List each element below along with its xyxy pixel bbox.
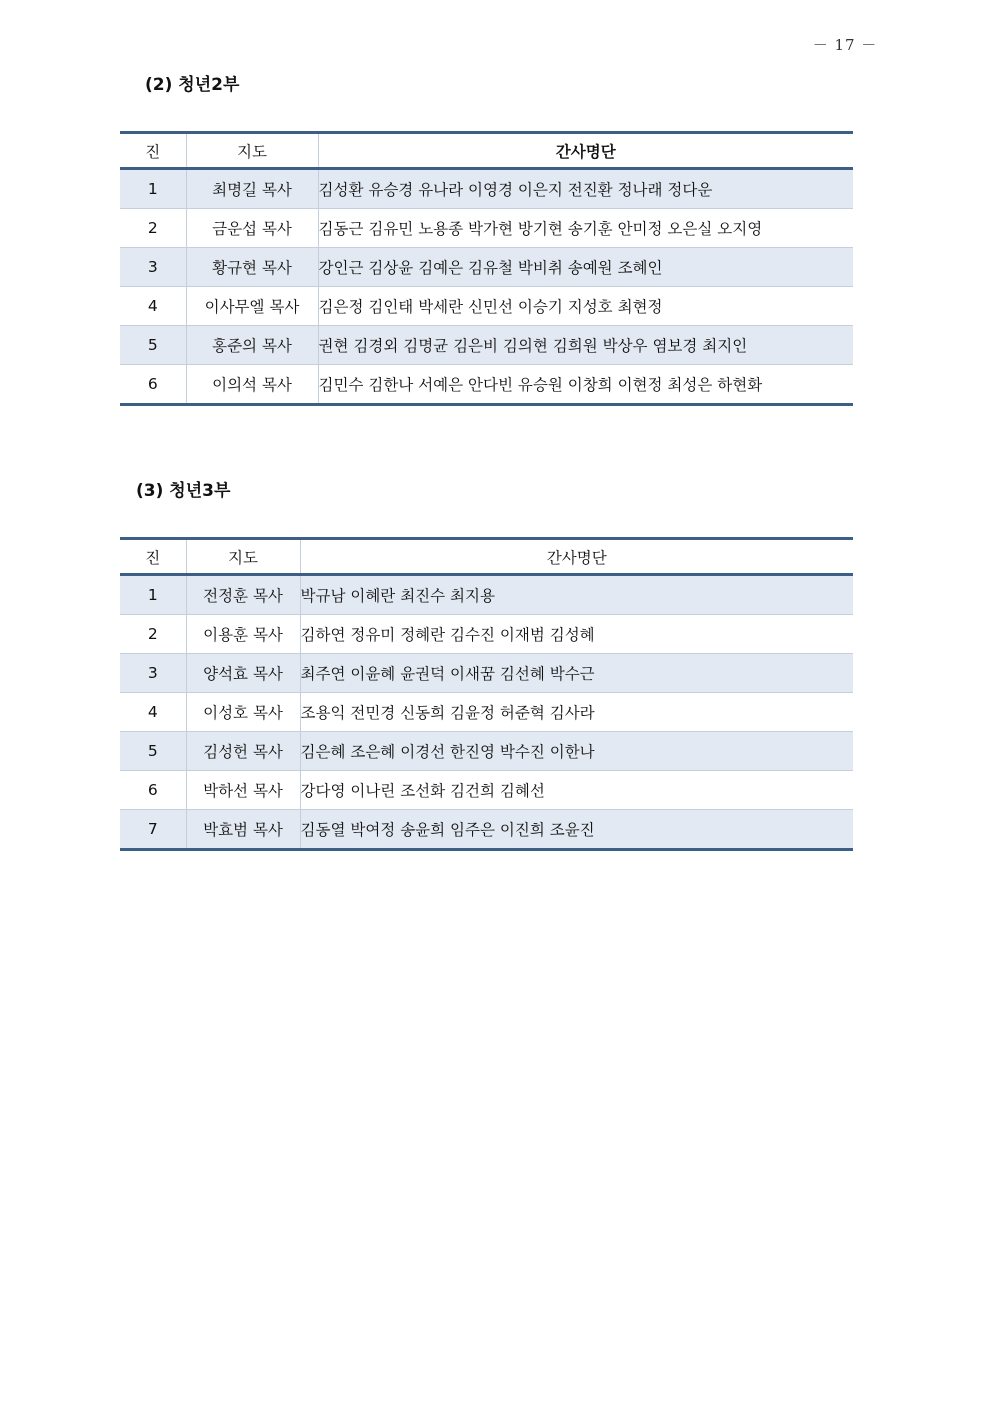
- row-num: 3: [120, 248, 186, 287]
- table-row: [120, 209, 853, 248]
- row-num: 5: [120, 326, 186, 365]
- row-num: 7: [120, 810, 186, 850]
- table-row: [120, 771, 853, 810]
- row-leader: 이의석 목사: [186, 365, 318, 405]
- row-num: 1: [120, 169, 186, 209]
- row-leader: 이용훈 목사: [186, 615, 300, 654]
- row-names: 김하연 정유미 정혜란 김수진 이재범 김성혜: [300, 615, 853, 654]
- table-header-row: [120, 133, 853, 169]
- section-title-youth2: (2) 청년2부: [145, 75, 240, 95]
- header-num: 진: [120, 133, 186, 169]
- row-names: 조용익 전민경 신동희 김윤정 허준혁 김사라: [300, 693, 853, 732]
- row-names: 강다영 이나린 조선화 김건희 김혜선: [300, 771, 853, 810]
- table-row: [120, 287, 853, 326]
- row-num: 6: [120, 365, 186, 405]
- row-leader: 박효범 목사: [186, 810, 300, 850]
- table-row: [120, 732, 853, 771]
- table-row: [120, 693, 853, 732]
- row-num: 4: [120, 287, 186, 326]
- table-row: [120, 365, 853, 405]
- row-num: 1: [120, 575, 186, 615]
- row-leader: 황규현 목사: [186, 248, 318, 287]
- row-names: 강인근 김상윤 김예은 김유철 박비취 송예원 조혜인: [318, 248, 853, 287]
- youth3-roster-table: [120, 537, 853, 851]
- row-num: 4: [120, 693, 186, 732]
- header-num: 진: [120, 539, 186, 575]
- header-names: 간사명단: [318, 133, 853, 169]
- row-names: 권현 김경외 김명균 김은비 김의현 김희원 박상우 염보경 최지인: [318, 326, 853, 365]
- row-names: 김성환 유승경 유나라 이영경 이은지 전진환 정나래 정다운: [318, 169, 853, 209]
- row-leader: 금운섭 목사: [186, 209, 318, 248]
- row-names: 김민수 김한나 서예은 안다빈 유승원 이창희 이현정 최성은 하현화: [318, 365, 853, 405]
- row-num: 5: [120, 732, 186, 771]
- table-row: [120, 248, 853, 287]
- row-leader: 김성헌 목사: [186, 732, 300, 771]
- row-names: 김동열 박여정 송윤희 임주은 이진희 조윤진: [300, 810, 853, 850]
- row-leader: 최명길 목사: [186, 169, 318, 209]
- row-num: 2: [120, 209, 186, 248]
- page-number: － 17 －: [812, 36, 878, 54]
- table-row: [120, 810, 853, 850]
- table-row: [120, 615, 853, 654]
- row-num: 3: [120, 654, 186, 693]
- row-names: 최주연 이윤혜 윤권덕 이새꿈 김선혜 박수근: [300, 654, 853, 693]
- row-leader: 전정훈 목사: [186, 575, 300, 615]
- table-row: [120, 326, 853, 365]
- row-names: 김은정 김인태 박세란 신민선 이승기 지성호 최현정: [318, 287, 853, 326]
- row-names: 김동근 김유민 노용종 박가현 방기현 송기훈 안미정 오은실 오지영: [318, 209, 853, 248]
- row-leader: 이사무엘 목사: [186, 287, 318, 326]
- row-names: 김은혜 조은혜 이경선 한진영 박수진 이한나: [300, 732, 853, 771]
- youth2-roster-table: [120, 131, 853, 406]
- header-leader: 지도: [186, 133, 318, 169]
- section-title-youth3: (3) 청년3부: [136, 481, 231, 501]
- row-leader: 홍준의 목사: [186, 326, 318, 365]
- row-names: 박규남 이혜란 최진수 최지용: [300, 575, 853, 615]
- row-leader: 이성호 목사: [186, 693, 300, 732]
- table-header-row: [120, 539, 853, 575]
- header-names: 간사명단: [300, 539, 853, 575]
- table-row: [120, 169, 853, 209]
- table-row: [120, 575, 853, 615]
- row-leader: 박하선 목사: [186, 771, 300, 810]
- header-leader: 지도: [186, 539, 300, 575]
- table-row: [120, 654, 853, 693]
- row-num: 6: [120, 771, 186, 810]
- row-num: 2: [120, 615, 186, 654]
- row-leader: 양석효 목사: [186, 654, 300, 693]
